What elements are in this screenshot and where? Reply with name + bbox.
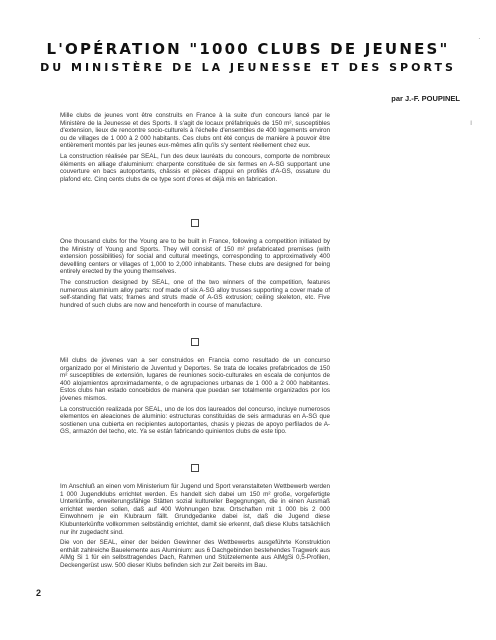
page-number: 2 [36,588,42,598]
english-paragraph-1: One thousand clubs for the Young are to be built in France, following a competition initiated by the Ministry of Young and Sports. They will consist of 150 m² prefabricated premises (with extension possibilities) for social and cultural meetings, corresponding to approximatively 400 devellling centers or villages of 1,000 to 2,000 inhabitants. These clubs are designed for being entirely erected by the young themselves. [60,238,330,276]
author-byline: par J.-F. POUPINEL [391,94,460,103]
spanish-paragraph-2: La construcción realizada por SEAL, uno de los dos laureados del concurso, incluye numerosos elementos en aleaciones de aluminio: estructuras constituidas de seis armaduras en A-SG que sostienen una cubierta en recipientes autoportantes, chasis y piezas de apoyo perfilados de A-GS, armazón del techo, etc. Ya se están fabricando quinientos clubs de este tipo. [60,405,330,436]
separator-square-icon [191,219,199,227]
english-section [60,238,330,312]
article-subtitle: DU MINISTÈRE DE LA JEUNESSE ET DES SPORTS [40,61,456,74]
separator-square-icon [191,464,199,472]
french-paragraph-1: Mille clubs de jeunes vont être construits en France à la suite d'un concours lancé par le Ministère de la Jeunesse et des Sports. Il s'agit de locaux préfabriqués de 150 m², susceptibles d'extension, lieux de rencontre socio-culturels à l'échelle d'ensembles de 400 logements environ ou de villages de 1 000 à 2 000 habitants. Ces clubs ont été conçus de manière à pouvoir être entièrement montés par les jeunes eux-mêmes afin qu'ils s'y sentent réellement chez eux. [60,112,330,150]
separator [60,338,330,346]
separator [60,219,330,227]
margin-mark: · [478,34,481,43]
german-section [60,483,330,573]
german-paragraph-2: Die von der SEAL, einer der beiden Gewinner des Wettbewerbs ausgeführte Konstruktion enthält zahlreiche Bauelemente aus Aluminium: aus 6 Dachgebinden bestehendes Tragwerk aus AlMg Si 1 für ein selbsttragendes Dach, Rahmen und Stützelemente aus AlMgSi 0,5-Profilen, Deckengerüst usw. 500 dieser Klubs befinden sich zur Zeit bereits im Bau. [60,539,330,569]
german-paragraph-1: Im Anschluß an einen vom Ministerium für Jugend und Sport veranstalteten Wettbewerb werden 1 000 Jugendklubs errichtet werden. Es handelt sich dabei um 150 m² große, vorgefertigte Unterkünfte, erweiterungsfähige Stätten sozial kultureller Begegnungen, die in einen Ausmaß errichtet werden sollen, daß auf 400 Wohnungen bzw. Ortschaften mit 1 000 bis 2 000 Einwohnern je ein Klubraum fällt. Grundgedanke dabei ist, daß die Jugend diese Klubunterkünfte vollkommen selbständig errichtet, damit sie erkennt, daß diese Klubs tatsächlich nur ihr zugedacht sind. [60,483,330,536]
french-section [60,112,330,186]
english-paragraph-2: The construction designed by SEAL, one of the two winners of the competition, features numerous aluminium alloy parts: roof made of six A-SG alloy trusses supporting a cover made of self-standing flat vats; frames and struts made of A-GS extrusion; ceiling skeleton, etc. Five hundred of such clubs are now and henceforth in course of manufacture. [60,278,330,309]
french-paragraph-2: La construction réalisée par SEAL, l'un des deux lauréats du concours, comporte de nombreux éléments en alliage d'aluminium: charpente constituée de six fermes en A-SG supportant une couverture en bacs autoportants, châssis et pièces d'appui en profilés d'A-GS, ossature du plafond etc. Cinq cents clubs de ce type sont d'ores et déjà mis en fabrication. [60,152,330,183]
article-title: L'OPÉRATION "1000 CLUBS DE JEUNES" [46,40,450,58]
margin-mark: ı [470,118,473,127]
separator-square-icon [191,338,199,346]
spanish-paragraph-1: Mil clubs de jóvenes van a ser construidos en Francia como resultado de un concurso organizado por el Ministerio de Juventud y Deportes. Se trata de locales prefabricados de 150 m² susceptibles de extensión, lugares de reuniones socio-culturales en escala de conjuntos de 400 alojamientos aproximadamente, o de agrupaciones urbanas de 1 000 a 2 000 habitantes. Estos clubs han estado concebidos de manera que puedan ser totalmente organizados por los jóvenes mismos. [60,357,330,402]
spanish-section [60,357,330,439]
separator [60,464,330,472]
